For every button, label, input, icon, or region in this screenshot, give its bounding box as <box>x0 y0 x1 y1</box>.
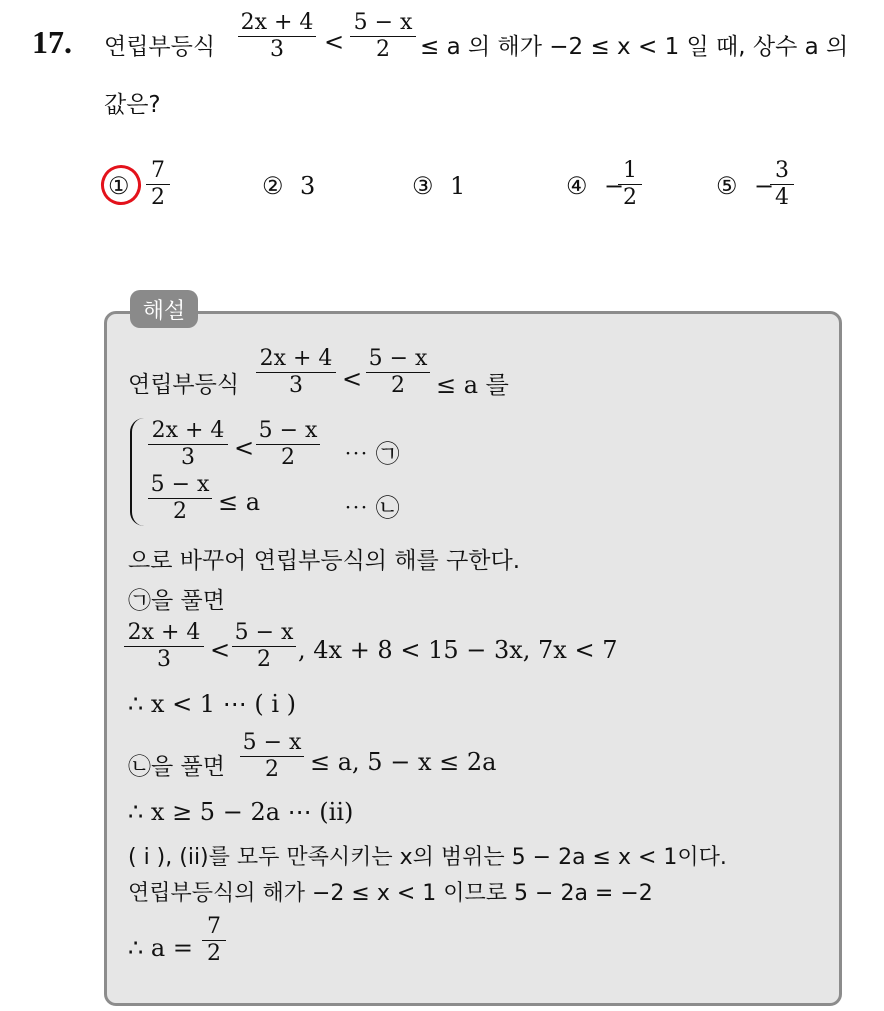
denominator: 4 <box>770 184 794 211</box>
solution-line-4-fraction-1 <box>124 620 204 673</box>
denominator: 2 <box>350 36 416 63</box>
numerator: 7 <box>207 914 221 939</box>
question-tail: ≤ a 의 해가 −2 ≤ x < 1 일 때, 상수 a 의 <box>420 34 849 60</box>
numerator: 2x + 4 <box>151 418 225 443</box>
system-eq-2-fraction <box>148 472 212 525</box>
denominator: 2 <box>146 184 170 211</box>
numerator: 2x + 4 <box>127 620 201 645</box>
numerator: 2x + 4 <box>259 346 333 371</box>
choice-4-sign[interactable]: − <box>604 172 625 200</box>
numerator: 1 <box>623 158 637 183</box>
choice-2-value[interactable]: 3 <box>300 172 316 200</box>
choice-4-fraction[interactable] <box>618 158 642 211</box>
choice-5-marker[interactable]: ⑤ <box>716 172 738 200</box>
choice-3-marker[interactable]: ③ <box>412 172 434 200</box>
system-eq-1-fraction-1 <box>148 418 228 471</box>
numerator: 2x + 4 <box>240 10 314 35</box>
solution-line-9: 연립부등식의 해가 −2 ≤ x < 1 이므로 5 − 2a = −2 <box>128 881 653 906</box>
numerator: 5 − x <box>150 472 210 497</box>
numerator: 5 − x <box>234 620 294 645</box>
solution-line-7: ∴ x ≥ 5 − 2a ⋯ (ii) <box>128 798 354 826</box>
system-eq-1-fraction-2 <box>256 418 320 471</box>
denominator: 2 <box>148 498 212 525</box>
system-eq-1-tag: ⋯ ㉠ <box>344 440 400 468</box>
solution-line-6-fraction <box>240 730 304 783</box>
choice-5-fraction[interactable] <box>770 158 794 211</box>
question-prefix: 연립부등식 <box>104 34 216 60</box>
denominator: 2 <box>256 444 320 471</box>
less-than: < <box>324 28 345 56</box>
numerator: 7 <box>151 158 165 183</box>
denominator: 2 <box>232 646 296 673</box>
denominator: 3 <box>148 444 228 471</box>
numerator: 5 − x <box>258 418 318 443</box>
solution-line-10-prefix: ∴ a = <box>128 934 193 962</box>
question-number: 17. <box>32 24 72 60</box>
denominator: 2 <box>618 184 642 211</box>
choice-5-sign[interactable]: − <box>754 172 775 200</box>
choice-1-marker[interactable]: ① <box>108 172 130 200</box>
solution-line-1-prefix: 연립부등식 <box>128 372 240 398</box>
numerator: 5 − x <box>368 346 428 371</box>
solution-line-8: ( i ), (ii)를 모두 만족시키는 x의 범위는 5 − 2a ≤ x < 1이다. <box>128 845 727 870</box>
denominator: 2 <box>366 372 430 399</box>
solution-line-5: ∴ x < 1 ⋯ ( i ) <box>128 690 296 718</box>
system-eq-2-tail: ≤ a <box>218 488 261 516</box>
solution-line-4-fraction-2 <box>232 620 296 673</box>
denominator: 2 <box>202 940 226 967</box>
system-eq-2-tag: ⋯ ㉡ <box>344 494 400 522</box>
solution-line-6-prefix: ㉡을 풀면 <box>128 754 225 780</box>
less-than: < <box>342 365 363 393</box>
numerator: 5 − x <box>353 10 413 35</box>
system-brace <box>130 418 144 526</box>
solution-line-1-fraction-2 <box>366 346 430 399</box>
choice-2-marker[interactable]: ② <box>262 172 284 200</box>
solution-line-10-fraction <box>202 914 226 967</box>
denominator: 2 <box>240 756 304 783</box>
question-fraction-2 <box>350 10 416 63</box>
question-line-2: 값은? <box>104 92 161 118</box>
numerator: 5 − x <box>242 730 302 755</box>
denominator: 3 <box>124 646 204 673</box>
denominator: 3 <box>256 372 336 399</box>
solution-line-1-tail: ≤ a 를 <box>436 371 509 399</box>
numerator: 3 <box>775 158 789 183</box>
solution-line-1-fraction-1 <box>256 346 336 399</box>
denominator: 3 <box>238 36 316 63</box>
question-fraction-1 <box>238 10 316 63</box>
less-than: < <box>210 636 231 664</box>
less-than: < <box>234 434 255 462</box>
solution-line-3: ㉠을 풀면 <box>128 588 225 614</box>
solution-line-2: 으로 바꾸어 연립부등식의 해를 구한다. <box>128 548 521 574</box>
solution-tab: 해설 <box>130 290 198 328</box>
solution-line-6-tail: ≤ a, 5 − x ≤ 2a <box>310 748 497 776</box>
choice-3-value[interactable]: 1 <box>450 172 466 200</box>
choice-4-marker[interactable]: ④ <box>566 172 588 200</box>
choice-1-fraction[interactable] <box>146 158 170 211</box>
solution-line-4-tail: , 4x + 8 < 15 − 3x, 7x < 7 <box>298 636 618 664</box>
